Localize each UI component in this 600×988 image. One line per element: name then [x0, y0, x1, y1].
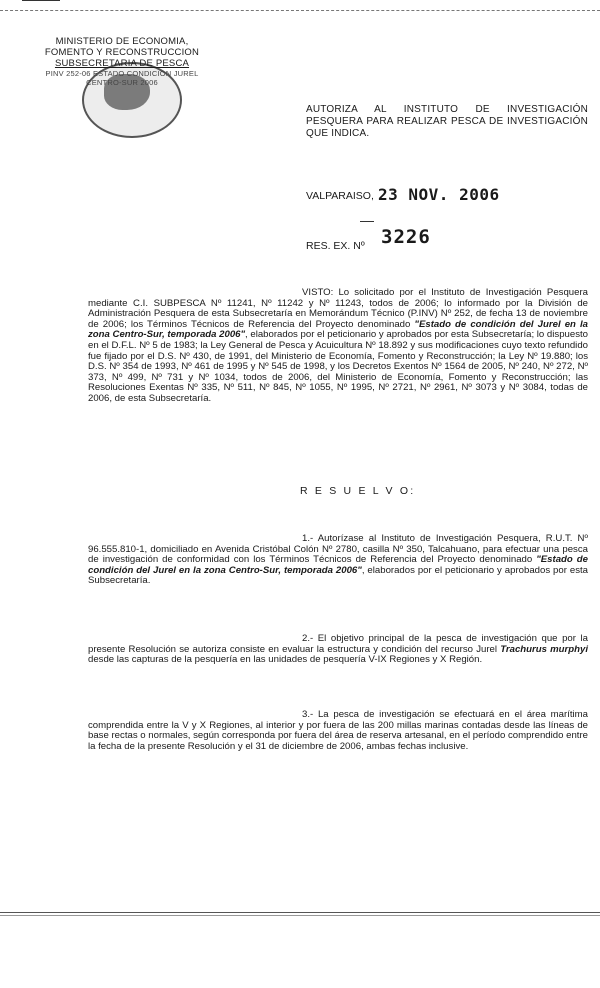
resolution-dash [360, 221, 374, 222]
ministry-line-1: MINISTERIO DE ECONOMIA, [55, 36, 189, 47]
ministry-header [22, 36, 222, 87]
article-3: 3.- La pesca de investigación se efectuará en el área marítima comprendida entre la V y X Regiones, al interior y por fuera de las 200 millas marinas contadas desde las líneas de base rectas o normales, según corresponda por fuera del área de reserva artesanal, en el período comprendido entre la fecha de la presente Resolución y el 31 de diciembre de 2006, ambas fechas inclusive. [88, 709, 588, 752]
place-label: VALPARAISO, [306, 190, 374, 202]
article-1-text-2: , elaborados por el peticionario y aprobados por esta Subsecretaría. [88, 564, 588, 587]
article-2 [88, 634, 588, 666]
resolution-subject: AUTORIZA AL INSTITUTO DE INVESTIGACIÓN PESQUERA PARA REALIZAR PESCA DE INVESTIGACIÓN QUE INDICA. [306, 104, 588, 139]
resolution-date: 23 NOV. 2006 [378, 185, 500, 204]
visto-project-title: "Estado de condición del Jurel en la zona Centro-Sur, temporada 2006" [88, 318, 588, 341]
visto-text-2: , elaborados por el peticionario y aprobados por esta Subsecretaría; lo dispuesto en el D.F.L. Nº 5 de 1983; la Ley General de Pesca y Acuicultura Nº 18.892 y sus modificaciones cuyo texto refundido fue fijado por el D.S. Nº 430, de 1991, del Ministerio de Economía, Fomento y Reconstrucción; la Ley Nº 19.880; los D.S. Nº 354 de 1993, Nº 461 de 1995 y Nº 545 de 1998, y los Decretos Exentos Nº 1564 de 2005, Nº 240, Nº 272, Nº 373, Nº 499, Nº 731 y Nº 1034, todos de 2006, del Ministerio de Economía, Fomento y Reconstrucción; las Resoluciones Exentas Nº 335, Nº 511, Nº 845, Nº 1055, Nº 1995, Nº 2721, Nº 2961, Nº 3073 y Nº 3084, todas de 2006, de esta Subsecretaría. [88, 329, 589, 404]
resolution-number: 3226 [381, 226, 431, 248]
bottom-border-line [0, 912, 600, 913]
visto-paragraph [88, 288, 588, 405]
article-2-text-2: desde las capturas de la pesquería en las unidades de pesquería V-IX Regiones y X Región. [88, 654, 483, 666]
ministry-line-3: SUBSECRETARIA DE PESCA [54, 58, 190, 69]
article-2-text-1: 2.- El objetivo principal de la pesca de investigación que por la presente Resolución se autoriza consiste en evaluar la estructura y condición del recurso Jurel [88, 633, 588, 655]
resolution-label: RES. EX. Nº [306, 240, 365, 252]
bottom-border-line-2 [0, 915, 600, 916]
ministry-reference-2: CENTRO-SUR 2006 [86, 78, 158, 87]
top-left-mark [22, 0, 60, 1]
article-2-species: Trachurus murphyi [500, 643, 588, 655]
article-1-text-1: 1.- Autorízase al Instituto de Investigación Pesquera, R.U.T. Nº 96.555.810-1, domiciliado en Avenida Cristóbal Colón Nº 2780, casilla Nº 350, Talcahuano, para efectuar una pesca de investigación de conformidad con los Términos Técnicos de Referencia del Proyecto denominado [88, 533, 588, 566]
visto-text-1: VISTO: Lo solicitado por el Instituto de Investigación Pesquera mediante C.I. SUBPESCA Nº 11241, Nº 11242 y Nº 11243, todos de 2006; lo informado por la División de Administración Pesquera de esta Subsecretaría en Memorándum Técnico (P.INV) Nº 252, de fecha 13 de noviembre de 2006; los Términos Técnicos de Referencia del Proyecto denominado [88, 287, 588, 330]
article-1 [88, 534, 588, 587]
resuelvo-heading: R E S U E L V O: [300, 485, 416, 497]
ministry-line-2: FOMENTO Y RECONSTRUCCION [44, 47, 200, 58]
ministry-reference-1: PINV 252-06 ESTADO CONDICION JUREL [45, 69, 199, 78]
article-1-project-title: "Estado de condición del Jurel en la zona Centro-Sur, temporada 2006" [88, 554, 588, 576]
top-border-line [0, 10, 600, 11]
